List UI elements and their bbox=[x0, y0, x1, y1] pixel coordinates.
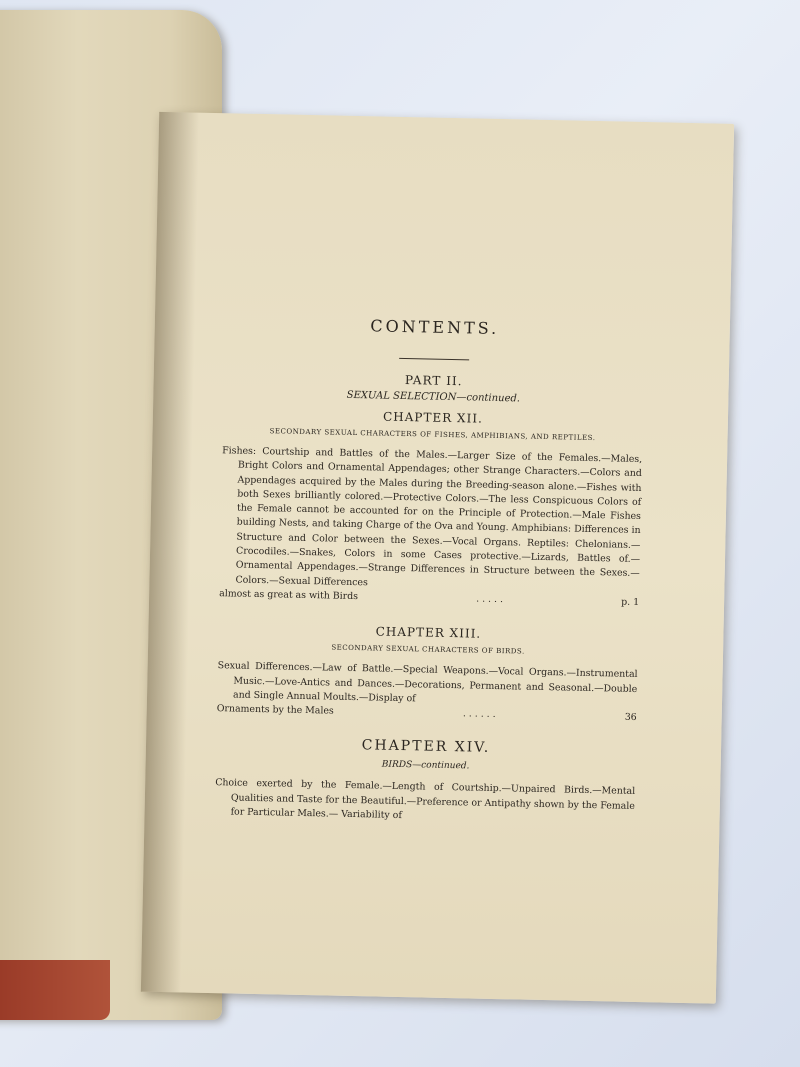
chapter-summary: Fishes: Courtship and Battles of the Males.—Larger Size of the Females.—Males, Bright Colors and Ornamental Appendages; other Strange Characters.—Colors and Appendages acquired by the Males during the Breeding-season alone.—Fishes with both Sexes brilliantly colored.—Protective Colors.—The less Conspicuous Colors of the Female cannot be accounted for on the Principle of Protection.—Male Fishes building Nests, and taking Charge of the Ova and Young. Amphibians: Differences in Structure and Color between the Sexes.—Vocal Organs. Reptiles: Chelonians.—Crocodiles.—Snakes, Colors in some Cases protective.—Lizards, Battles of.—Ornamental Appendages.—Strange Differences in Structure between the Sexes.—Colors.—Sexual Differences bbox=[222, 445, 643, 588]
divider-rule bbox=[399, 358, 469, 360]
part-subtitle: SEXUAL SELECTION—continued. bbox=[346, 389, 521, 405]
page-number: 36 bbox=[624, 711, 637, 724]
leader-dots: . . . . . bbox=[476, 593, 504, 606]
contents-block bbox=[214, 313, 645, 828]
chapter-summary: Sexual Differences.—Law of Battle.—Special Weapons.—Vocal Organs.—Instrumental Music.—Love-Antics and Dances.—Decorations, Permanent and Seasonal.—Double and Single Annual Moults.—Display of bbox=[217, 660, 638, 705]
chapter-last-line: Ornaments by the Males bbox=[216, 703, 334, 717]
chapter-subheading: SECONDARY SEXUAL CHARACTERS OF BIRDS. bbox=[331, 643, 525, 656]
chapter-heading: CHAPTER XIV. bbox=[361, 737, 491, 757]
book-cover-edge bbox=[0, 960, 110, 1020]
page-number: p. 1 bbox=[621, 596, 640, 608]
right-page bbox=[141, 112, 734, 1004]
page-title: CONTENTS. bbox=[370, 316, 500, 338]
part-heading: PART II. bbox=[404, 373, 463, 389]
chapter-last-line: almost as great as with Birds bbox=[219, 588, 359, 603]
leader-dots: . . . . . . bbox=[462, 708, 496, 721]
chapter-summary: Choice exerted by the Female.—Length of Courtship.—Unpaired Birds.—Mental Qualities and Taste for the Beautiful.—Preference or Antipathy shown by the Female for Particular Males.— Variability of bbox=[215, 777, 636, 822]
chapter-subheading: BIRDS—continued. bbox=[381, 760, 470, 772]
chapter-subheading: SECONDARY SEXUAL CHARACTERS OF FISHES, AMPHIBIANS, AND REPTILES. bbox=[269, 427, 596, 443]
chapter-heading: CHAPTER XII. bbox=[382, 409, 483, 426]
chapter-heading: CHAPTER XIII. bbox=[375, 624, 482, 641]
